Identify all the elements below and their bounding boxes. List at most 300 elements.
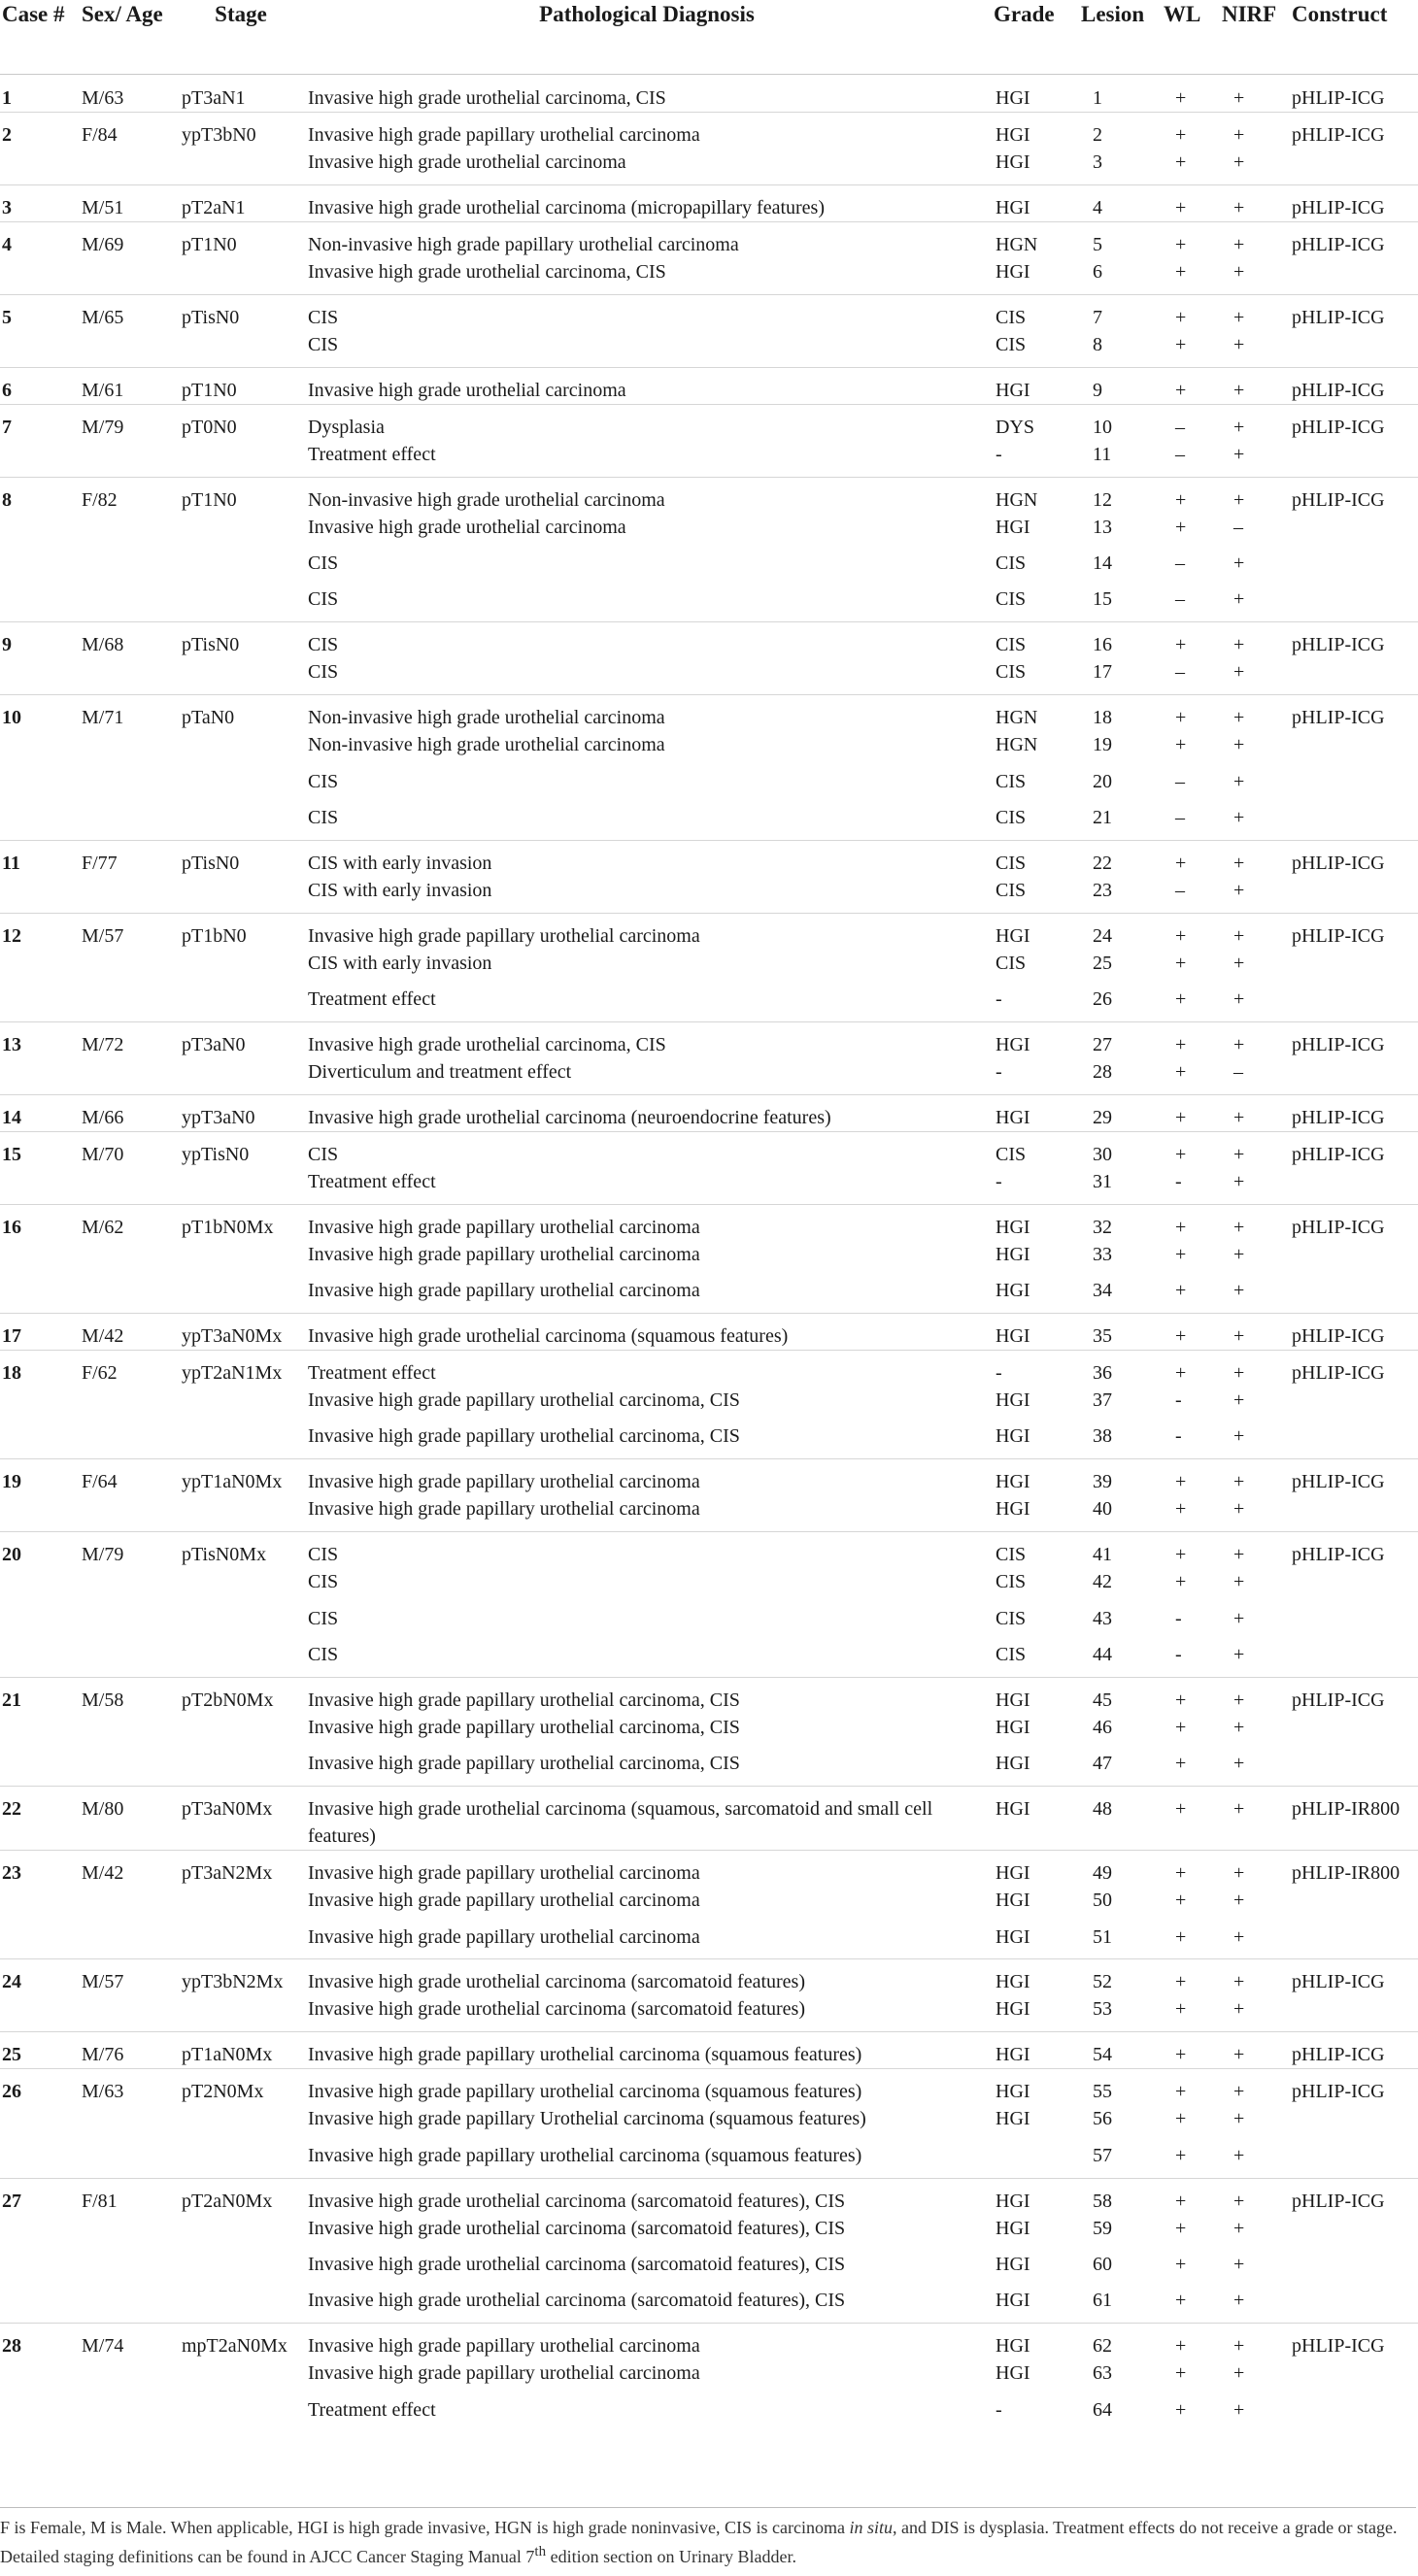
wl-cell: +: [1175, 87, 1187, 109]
stage-cell: mpT2aN0Mx: [180, 2324, 304, 2360]
wl-cell: –: [1175, 552, 1185, 574]
construct-cell: [1290, 804, 1418, 840]
diagnosis-cell: CIS: [308, 1643, 339, 1665]
stage-cell: [180, 1605, 304, 1641]
lesion-cell: 64: [1093, 2398, 1112, 2421]
construct-cell: pHLIP-ICG: [1290, 2324, 1418, 2360]
case-cell: 28: [0, 2324, 80, 2360]
nirf-cell: +: [1233, 2398, 1245, 2421]
diagnosis-cell: Invasive high grade urothelial carcinoma (neuroendocrine features): [304, 1094, 992, 1131]
nirf-cell: +: [1220, 1131, 1290, 1168]
nirf-cell: +: [1220, 1851, 1290, 1888]
diagnosis-cell: Dysplasia: [304, 404, 992, 441]
nirf-cell: +: [1220, 1677, 1290, 1714]
grade-cell: HGI: [992, 913, 1079, 950]
stage-cell: pT1bN0Mx: [180, 1204, 304, 1241]
grade-cell: HGI: [996, 1998, 1030, 2021]
table-row: [0, 2032, 1418, 2069]
construct-cell: pHLIP-ICG: [1290, 1131, 1418, 1168]
wl-cell: +: [1162, 1959, 1220, 1996]
wl-cell: +: [1162, 2324, 1220, 2360]
sex-age-cell: [80, 1277, 180, 1313]
case-cell: 26: [0, 2069, 80, 2106]
case-cell: [0, 1750, 80, 1786]
grade-cell: HGI: [992, 113, 1079, 150]
diagnosis-cell: CIS: [308, 552, 339, 574]
diagnosis-cell: Non-invasive high grade urothelial carcinoma: [308, 734, 665, 756]
construct-cell: pHLIP-ICG: [1290, 184, 1418, 221]
construct-cell: [1290, 877, 1418, 913]
case-cell: 2: [0, 113, 80, 150]
diagnosis-cell: Invasive high grade urothelial carcinoma: [308, 516, 626, 538]
table-row: [0, 1605, 1418, 1641]
nirf-cell: +: [1220, 2178, 1290, 2215]
case-cell: 8: [0, 477, 80, 514]
stage-cell: ypT1aN0Mx: [180, 1459, 304, 1496]
case-cell: 15: [0, 1131, 80, 1168]
wl-cell: –: [1175, 879, 1185, 901]
sex-age-cell: [80, 1714, 180, 1750]
table-row: [0, 2178, 1418, 2215]
grade-cell: CIS: [996, 588, 1027, 611]
case-cell: [0, 1241, 80, 1277]
grade-cell: CIS: [996, 806, 1027, 828]
grade-cell: HGI: [992, 2032, 1079, 2069]
sex-age-cell: [80, 2359, 180, 2395]
wl-cell: +: [1175, 1998, 1187, 2021]
lesion-cell: 11: [1093, 443, 1112, 465]
construct-cell: pHLIP-ICG: [1290, 2032, 1418, 2069]
table-row: [0, 2105, 1418, 2141]
lesion-cell: 19: [1093, 734, 1112, 756]
nirf-cell: +: [1233, 2217, 1245, 2239]
construct-cell: [1290, 1168, 1418, 1204]
nirf-cell: +: [1233, 87, 1245, 109]
diagnosis-cell: CIS: [308, 1607, 339, 1629]
wl-cell: +: [1162, 367, 1220, 404]
wl-cell: +: [1162, 695, 1220, 732]
sex-age-cell: F/82: [80, 477, 180, 514]
grade-cell: HGI: [992, 184, 1079, 221]
nirf-cell: –: [1233, 516, 1243, 538]
construct-cell: pHLIP-ICG: [1290, 1677, 1418, 1714]
wl-cell: +: [1162, 2069, 1220, 2106]
diagnosis-cell: Invasive high grade papillary urothelial carcinoma, CIS: [308, 1753, 740, 1775]
table-row: [0, 1750, 1418, 1786]
table-row: [0, 550, 1418, 585]
case-cell: 1: [2, 87, 12, 109]
construct-cell: pHLIP-ICG: [1290, 2178, 1418, 2215]
case-cell: 14: [0, 1094, 80, 1131]
wl-cell: +: [1175, 1060, 1187, 1083]
wl-cell: +: [1162, 1459, 1220, 1496]
wl-cell: +: [1175, 1498, 1187, 1521]
diagnosis-cell: Treatment effect: [308, 2398, 436, 2421]
construct-cell: pHLIP-ICG: [1290, 1351, 1418, 1388]
construct-cell: pHLIP-ICG: [1290, 840, 1418, 877]
wl-cell: –: [1175, 806, 1185, 828]
table-row: [0, 75, 1418, 113]
sex-age-cell: [80, 1422, 180, 1458]
table-row: [0, 1459, 1418, 1496]
construct-cell: [1290, 149, 1418, 184]
sex-age-cell: M/79: [80, 404, 180, 441]
sex-age-cell: [80, 1924, 180, 1959]
case-cell: [0, 331, 80, 367]
case-cell: 17: [0, 1314, 80, 1351]
construct-cell: pHLIP-ICG: [1290, 1532, 1418, 1569]
table-row: [0, 1641, 1418, 1677]
lesion-cell: 35: [1079, 1314, 1162, 1351]
construct-cell: [1290, 2215, 1418, 2251]
table-row: [0, 2396, 1418, 2432]
grade-cell: CIS: [992, 1532, 1079, 1569]
stage-cell: [180, 441, 304, 477]
stage-cell: pT3aN1: [182, 87, 246, 109]
stage-cell: pT2aN1: [180, 184, 304, 221]
case-cell: [0, 2105, 80, 2141]
case-cell: 20: [0, 1532, 80, 1569]
wl-cell: +: [1162, 913, 1220, 950]
table-row: [0, 1851, 1418, 1888]
table-row: [0, 1677, 1418, 1714]
wl-cell: +: [1162, 184, 1220, 221]
grade-cell: HGI: [996, 1243, 1030, 1265]
lesion-cell: 25: [1093, 952, 1112, 974]
diagnosis-cell: Invasive high grade papillary urothelial carcinoma (squamous features): [304, 2069, 992, 2106]
stage-cell: ypT2aN1Mx: [180, 1351, 304, 1388]
case-cell: 27: [0, 2178, 80, 2215]
table-row: [0, 877, 1418, 913]
construct-cell: [1290, 1750, 1418, 1786]
lesion-cell: 2: [1079, 113, 1162, 150]
diagnosis-cell: CIS: [308, 1571, 339, 1593]
grade-cell: HGI: [996, 1890, 1030, 1912]
wl-cell: +: [1175, 2254, 1187, 2275]
table-row: [0, 1351, 1418, 1388]
lesion-cell: 53: [1093, 1998, 1112, 2021]
grade-cell: HGI: [992, 1851, 1079, 1888]
sex-age-cell: [80, 2287, 180, 2323]
diagnosis-cell: Invasive high grade urothelial carcinoma (sarcomatoid features), CIS: [308, 2217, 846, 2239]
sex-age-cell: [80, 804, 180, 840]
nirf-cell: +: [1220, 294, 1290, 331]
construct-cell: pHLIP-ICG: [1292, 87, 1385, 109]
table-row: [0, 731, 1418, 767]
sex-age-cell: M/58: [80, 1677, 180, 1714]
lesion-cell: 57: [1093, 2144, 1112, 2166]
sex-age-cell: M/57: [80, 913, 180, 950]
lesion-cell: 28: [1093, 1060, 1112, 1083]
sex-age-cell: [80, 950, 180, 986]
sex-age-cell: [80, 2215, 180, 2251]
diagnosis-cell: Treatment effect: [304, 1351, 992, 1388]
wl-cell: –: [1175, 770, 1185, 792]
lesion-cell: 12: [1079, 477, 1162, 514]
nirf-cell: +: [1233, 661, 1245, 684]
lesion-cell: 13: [1093, 516, 1112, 538]
lesion-cell: 31: [1093, 1170, 1112, 1192]
stage-cell: ypT3bN0: [180, 113, 304, 150]
table-row: [0, 913, 1418, 950]
lesion-cell: 33: [1093, 1243, 1112, 1265]
table-row: [0, 1387, 1418, 1422]
diagnosis-cell: Invasive high grade papillary urothelial carcinoma, CIS: [308, 1389, 740, 1412]
construct-cell: pHLIP-ICG: [1290, 695, 1418, 732]
construct-cell: pHLIP-ICG: [1290, 113, 1418, 150]
wl-cell: +: [1175, 2398, 1187, 2421]
sex-age-cell: F/64: [80, 1459, 180, 1496]
table-row: [0, 2215, 1418, 2251]
diagnosis-cell: Invasive high grade papillary urothelial carcinoma (squamous features): [304, 2032, 992, 2069]
lesion-cell: 4: [1079, 184, 1162, 221]
grade-cell: HGN: [992, 221, 1079, 258]
stage-cell: [180, 1495, 304, 1531]
diagnosis-cell: Invasive high grade urothelial carcinoma: [308, 151, 626, 173]
sex-age-cell: [80, 149, 180, 184]
grade-cell: HGI: [996, 260, 1030, 283]
wl-cell: +: [1175, 1890, 1187, 1912]
nirf-cell: +: [1233, 770, 1245, 792]
sex-age-cell: [80, 1641, 180, 1677]
wl-cell: +: [1162, 2178, 1220, 2215]
diagnosis-cell: Invasive high grade urothelial carcinoma (sarcomatoid features), CIS: [308, 2254, 846, 2275]
diagnosis-cell: Invasive high grade papillary urothelial carcinoma: [304, 2324, 992, 2360]
stage-cell: pT1N0: [180, 477, 304, 514]
lesion-cell: 37: [1093, 1389, 1112, 1412]
diagnosis-cell: Invasive high grade papillary urothelial carcinoma: [308, 2362, 700, 2385]
table-row: [0, 184, 1418, 221]
nirf-cell: +: [1233, 734, 1245, 756]
sex-age-cell: M/51: [80, 184, 180, 221]
diagnosis-cell: Invasive high grade urothelial carcinoma (squamous, sarcomatoid and small cell features): [304, 1787, 992, 1851]
construct-cell: [1290, 1641, 1418, 1677]
sex-age-cell: M/76: [80, 2032, 180, 2069]
diagnosis-cell: Invasive high grade urothelial carcinoma, CIS: [304, 1021, 992, 1058]
stage-cell: pTisN0: [180, 840, 304, 877]
sex-age-cell: M/74: [80, 2324, 180, 2360]
case-cell: [0, 658, 80, 694]
case-cell: [0, 804, 80, 840]
case-cell: [0, 1568, 80, 1604]
sex-age-cell: [80, 658, 180, 694]
grade-cell: CIS: [992, 840, 1079, 877]
nirf-cell: +: [1233, 1890, 1245, 1912]
wl-cell: +: [1175, 2362, 1187, 2385]
wl-cell: +: [1175, 260, 1187, 283]
diagnosis-cell: CIS with early invasion: [304, 840, 992, 877]
sex-age-cell: M/63: [82, 87, 124, 109]
stage-cell: pT0N0: [180, 404, 304, 441]
sex-age-cell: M/79: [80, 1532, 180, 1569]
construct-cell: [1290, 950, 1418, 986]
sex-age-cell: [80, 1495, 180, 1531]
case-cell: [0, 1422, 80, 1458]
case-cell: 7: [0, 404, 80, 441]
stage-cell: pT3aN0Mx: [180, 1787, 304, 1851]
case-cell: [0, 1714, 80, 1750]
lesion-cell: 45: [1079, 1677, 1162, 1714]
construct-cell: pHLIP-ICG: [1290, 221, 1418, 258]
sex-age-cell: F/77: [80, 840, 180, 877]
nirf-cell: +: [1233, 552, 1245, 574]
sex-age-cell: [80, 877, 180, 913]
case-cell: [0, 950, 80, 986]
wl-cell: +: [1175, 2217, 1187, 2239]
diagnosis-cell: Treatment effect: [308, 443, 436, 465]
grade-cell: HGI: [996, 1280, 1030, 1302]
sex-age-cell: [80, 1605, 180, 1641]
table-row: [0, 658, 1418, 694]
wl-cell: +: [1175, 333, 1187, 355]
header-nirf: NIRF: [1220, 0, 1290, 75]
grade-cell: HGI: [992, 1314, 1079, 1351]
grade-cell: HGI: [996, 1925, 1030, 1948]
table-row: [0, 1314, 1418, 1351]
nirf-cell: +: [1220, 184, 1290, 221]
wl-cell: –: [1175, 588, 1185, 611]
grade-cell: HGI: [992, 2324, 1079, 2360]
table-row: [0, 585, 1418, 621]
diagnosis-cell: CIS with early invasion: [308, 879, 492, 901]
grade-cell: CIS: [996, 1571, 1027, 1593]
wl-cell: +: [1175, 1716, 1187, 1738]
grade-cell: HGI: [996, 1498, 1030, 1521]
nirf-cell: +: [1220, 1314, 1290, 1351]
footnote-superscript: th: [534, 2544, 547, 2559]
lesion-cell: 26: [1093, 988, 1112, 1011]
nirf-cell: +: [1220, 1959, 1290, 1996]
wl-cell: –: [1175, 443, 1185, 465]
grade-cell: CIS: [992, 622, 1079, 659]
diagnosis-cell: Diverticulum and treatment effect: [308, 1060, 572, 1083]
stage-cell: pTisN0: [180, 294, 304, 331]
nirf-cell: +: [1220, 1021, 1290, 1058]
wl-cell: –: [1175, 661, 1185, 684]
table-row: [0, 1058, 1418, 1094]
stage-cell: [180, 585, 304, 621]
diagnosis-cell: Invasive high grade papillary urothelial carcinoma: [308, 1498, 700, 1521]
construct-cell: [1290, 1714, 1418, 1750]
construct-cell: pHLIP-ICG: [1290, 1094, 1418, 1131]
case-cell: 25: [0, 2032, 80, 2069]
case-cell: [0, 550, 80, 585]
grade-cell: HGI: [992, 1021, 1079, 1058]
lesion-cell: 14: [1093, 552, 1112, 574]
stage-cell: [180, 2215, 304, 2251]
nirf-cell: +: [1220, 221, 1290, 258]
lesion-cell: 15: [1093, 588, 1112, 611]
stage-cell: [180, 149, 304, 184]
table-row: [0, 804, 1418, 840]
nirf-cell: +: [1233, 988, 1245, 1011]
case-cell: [0, 2142, 80, 2178]
diagnosis-cell: CIS: [308, 806, 339, 828]
grade-cell: HGI: [996, 1425, 1030, 1448]
lesion-cell: 21: [1093, 806, 1112, 828]
construct-cell: [1290, 1887, 1418, 1923]
nirf-cell: +: [1220, 113, 1290, 150]
footnote-italic: in situ: [849, 2518, 894, 2537]
nirf-cell: +: [1220, 2324, 1290, 2360]
stage-cell: [180, 1714, 304, 1750]
wl-cell: +: [1162, 1131, 1220, 1168]
table-row: [0, 1568, 1418, 1604]
stage-cell: pT2N0Mx: [180, 2069, 304, 2106]
case-cell: [0, 585, 80, 621]
construct-cell: [1290, 1605, 1418, 1641]
nirf-cell: +: [1233, 1753, 1245, 1775]
nirf-cell: +: [1233, 1607, 1245, 1629]
nirf-cell: +: [1233, 2290, 1245, 2312]
wl-cell: -: [1175, 1170, 1182, 1192]
wl-cell: +: [1175, 2144, 1187, 2166]
nirf-cell: +: [1233, 952, 1245, 974]
construct-cell: [1290, 550, 1418, 585]
lesion-cell: 44: [1093, 1643, 1112, 1665]
construct-cell: [1290, 585, 1418, 621]
case-cell: [0, 2251, 80, 2287]
table-header-row: [0, 0, 1418, 75]
sex-age-cell: [80, 1995, 180, 2031]
diagnosis-cell: Invasive high grade papillary urothelial carcinoma: [308, 1243, 700, 1265]
grade-cell: HGI: [996, 1716, 1030, 1738]
nirf-cell: +: [1233, 806, 1245, 828]
construct-cell: pHLIP-ICG: [1290, 2069, 1418, 2106]
nirf-cell: +: [1233, 1280, 1245, 1302]
sex-age-cell: [80, 1568, 180, 1604]
table-row: [0, 1204, 1418, 1241]
construct-cell: pHLIP-ICG: [1290, 913, 1418, 950]
lesion-cell: 48: [1079, 1787, 1162, 1851]
table-row: [0, 1532, 1418, 1569]
lesion-cell: 49: [1079, 1851, 1162, 1888]
construct-cell: [1290, 2105, 1418, 2141]
nirf-cell: +: [1233, 260, 1245, 283]
diagnosis-cell: Invasive high grade urothelial carcinoma (sarcomatoid features), CIS: [304, 2178, 992, 2215]
case-cell: [0, 514, 80, 550]
sex-age-cell: [80, 731, 180, 767]
table-row: [0, 2287, 1418, 2323]
sex-age-cell: M/71: [80, 695, 180, 732]
nirf-cell: +: [1220, 1787, 1290, 1851]
diagnosis-cell: Invasive high grade papillary urothelial carcinoma: [308, 1280, 700, 1302]
case-cell: [0, 149, 80, 184]
construct-cell: [1290, 514, 1418, 550]
grade-cell: HGI: [992, 2178, 1079, 2215]
wl-cell: +: [1162, 1532, 1220, 1569]
grade-cell: -: [996, 988, 1002, 1011]
sex-age-cell: M/66: [80, 1094, 180, 1131]
sex-age-cell: F/84: [80, 113, 180, 150]
table-row: [0, 258, 1418, 294]
stage-cell: [180, 1568, 304, 1604]
diagnosis-cell: CIS: [304, 294, 992, 331]
sex-age-cell: M/70: [80, 1131, 180, 1168]
wl-cell: +: [1162, 113, 1220, 150]
diagnosis-cell: Invasive high grade urothelial carcinoma (sarcomatoid features): [304, 1959, 992, 1996]
grade-cell: HGI: [992, 367, 1079, 404]
table-row: [0, 1787, 1418, 1851]
lesion-cell: 61: [1093, 2290, 1112, 2312]
case-cell: 9: [0, 622, 80, 659]
case-cell: [0, 1924, 80, 1959]
construct-cell: pHLIP-IR800: [1290, 1851, 1418, 1888]
table-row: [0, 367, 1418, 404]
sex-age-cell: [80, 585, 180, 621]
lesion-cell: 63: [1093, 2362, 1112, 2385]
diagnosis-cell: Invasive high grade urothelial carcinoma, CIS: [308, 260, 666, 283]
